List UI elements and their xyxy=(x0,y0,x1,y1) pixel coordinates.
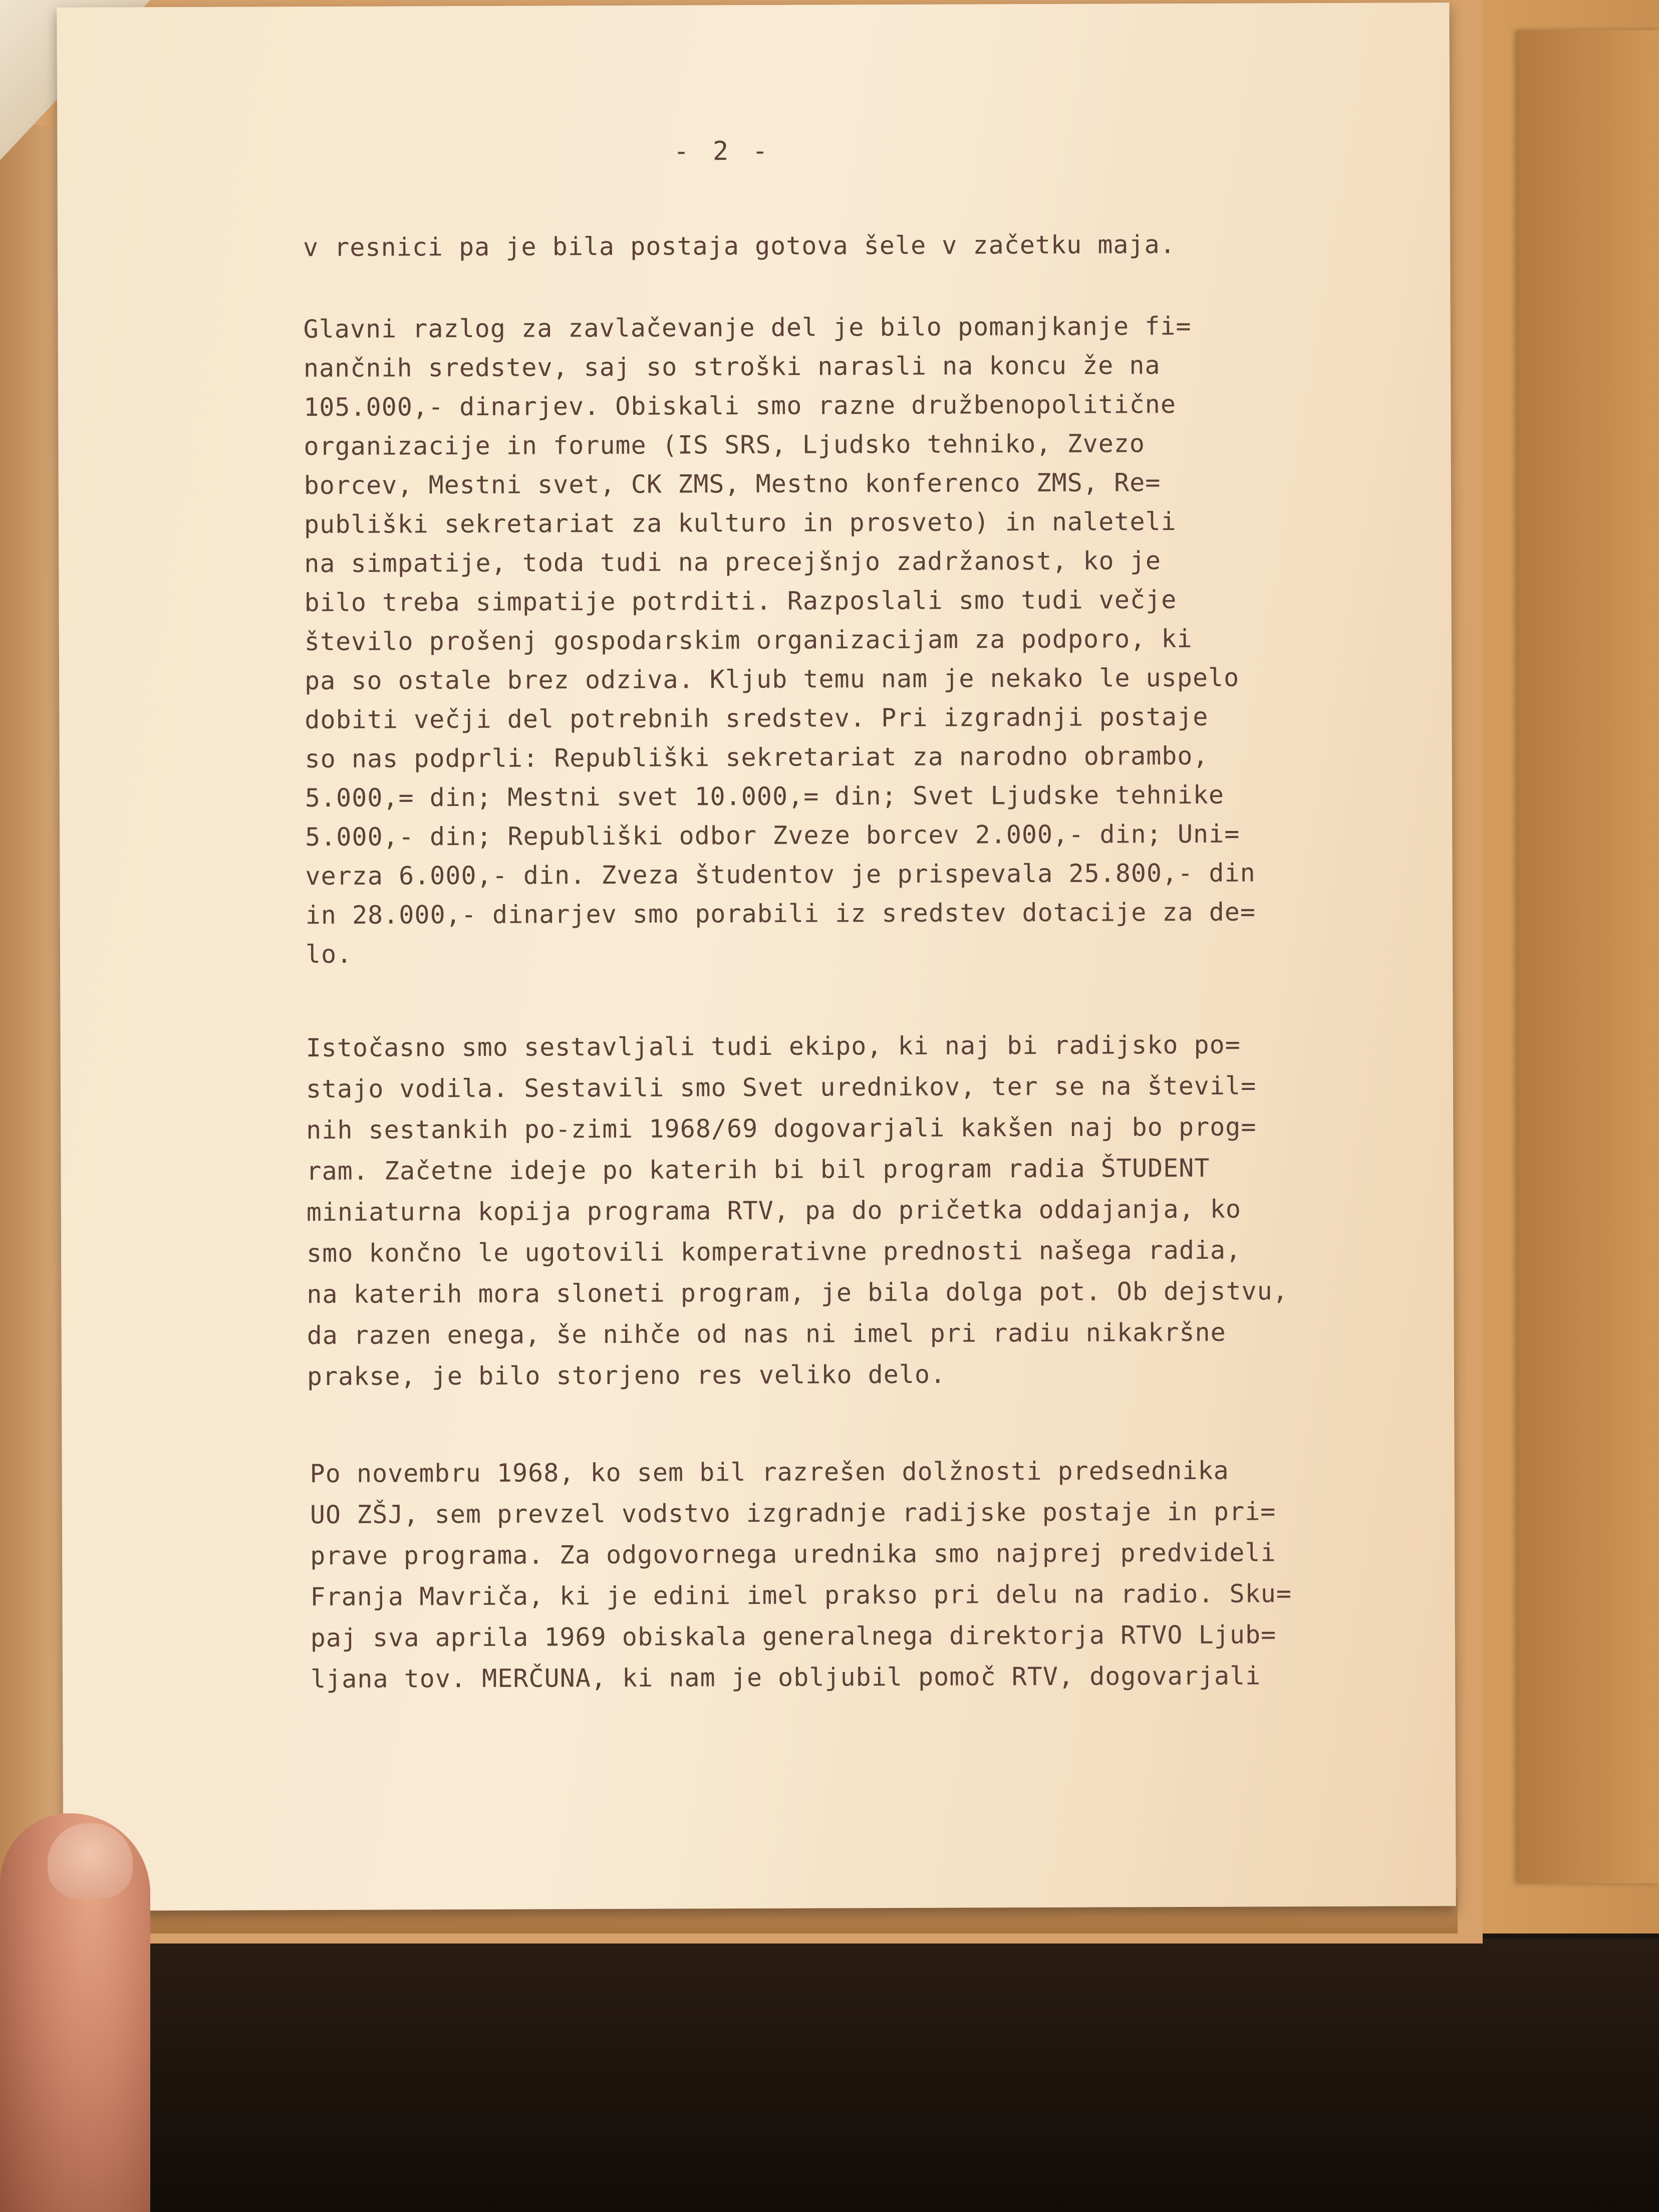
text-line: nih sestankih po-zimi 1968/69 dogovarjali kakšen naj bo prog= xyxy=(306,1112,1257,1145)
text-line: ljana tov. MERČUNA, ki nam je obljubil pomoč RTV, dogovarjali xyxy=(310,1661,1261,1694)
text-line: organizacije in forume (IS SRS, Ljudsko tehniko, Zvezo xyxy=(304,429,1146,461)
binder-strip xyxy=(0,125,65,1928)
text-line: miniaturna kopija programa RTV, pa do pričetka oddajanja, ko xyxy=(306,1194,1242,1227)
dark-background xyxy=(0,1939,1659,2212)
text-line: na simpatije, toda tudi na precejšnjo zadržanost, ko je xyxy=(304,546,1161,579)
text-line: dobiti večji del potrebnih sredstev. Pri izgradnji postaje xyxy=(305,702,1209,735)
text-line: prakse, je bilo storjeno res veliko delo. xyxy=(307,1359,946,1392)
text-line: Glavni razlog za zavlačevanje del je bilo pomanjkanje fi= xyxy=(303,311,1192,344)
text-line: nančnih sredstev, saj so stroški narasli na koncu že na xyxy=(303,351,1161,383)
text-line: bilo treba simpatije potrditi. Razposlali smo tudi večje xyxy=(304,585,1177,618)
text-line: Istočasno smo sestavljali tudi ekipo, ki naj bi radijsko po= xyxy=(306,1030,1241,1063)
text-line: v resnici pa je bila postaja gotova šele v začetku maja. xyxy=(303,230,1176,262)
text-line: stajo vodila. Sestavili smo Svet urednikov, ter se na števil= xyxy=(306,1071,1257,1104)
text-line: UO ZŠJ, sem prevzel vodstvo izgradnje radijske postaje in pri= xyxy=(310,1497,1276,1530)
text-line: pa so ostale brez odziva. Kljub temu nam je nekako le uspelo xyxy=(304,663,1240,696)
text-line: paj sva aprila 1969 obiskala generalnega direktorja RTVO Ljub= xyxy=(310,1620,1277,1653)
text-line: da razen enega, še nihče od nas ni imel pri radiu nikakršne xyxy=(307,1317,1226,1350)
folder-edge xyxy=(1518,30,1659,1883)
text-line: 5.000,= din; Mestni svet 10.000,= din; Svet Ljudske tehnike xyxy=(305,780,1225,813)
text-line: publiški sekretariat za kulturo in prosveto) in naleteli xyxy=(304,507,1177,539)
text-line: in 28.000,- dinarjev smo porabili iz sredstev dotacije za de= xyxy=(305,897,1256,930)
text-line: število prošenj gospodarskim organizacijam za podporo, ki xyxy=(304,624,1193,657)
text-line: verza 6.000,- din. Zveza študentov je prispevala 25.800,- din xyxy=(305,858,1256,891)
text-line: borcev, Mestni svet, CK ZMS, Mestno konferenco ZMS, Re= xyxy=(304,468,1161,500)
text-line: smo končno le ugotovili komperativne prednosti našega radia, xyxy=(306,1235,1242,1268)
text-line: lo. xyxy=(305,939,353,969)
text-line: prave programa. Za odgovornega urednika smo najprej predvideli xyxy=(310,1538,1276,1571)
text-line: so nas podprli: Republiški sekretariat za narodno obrambo, xyxy=(305,741,1209,774)
text-line: ram. Začetne ideje po katerih bi bil program radia ŠTUDENT xyxy=(306,1153,1210,1186)
text-line: 5.000,- din; Republiški odbor Zveze borcev 2.000,- din; Uni= xyxy=(305,819,1240,852)
text-line: Po novembru 1968, ko sem bil razrešen dolžnosti predsednika xyxy=(310,1456,1229,1489)
text-line: 105.000,- dinarjev. Obiskali smo razne družbenopolitične xyxy=(304,390,1177,422)
text-line: na katerih mora sloneti program, je bila dolga pot. Ob dejstvu, xyxy=(307,1276,1288,1309)
fingernail xyxy=(48,1823,133,1898)
text-line: Franja Mavriča, ki je edini imel prakso pri delu na radio. Sku= xyxy=(310,1579,1292,1612)
page-number: - 2 - xyxy=(673,136,772,167)
typewritten-page xyxy=(57,3,1456,1911)
